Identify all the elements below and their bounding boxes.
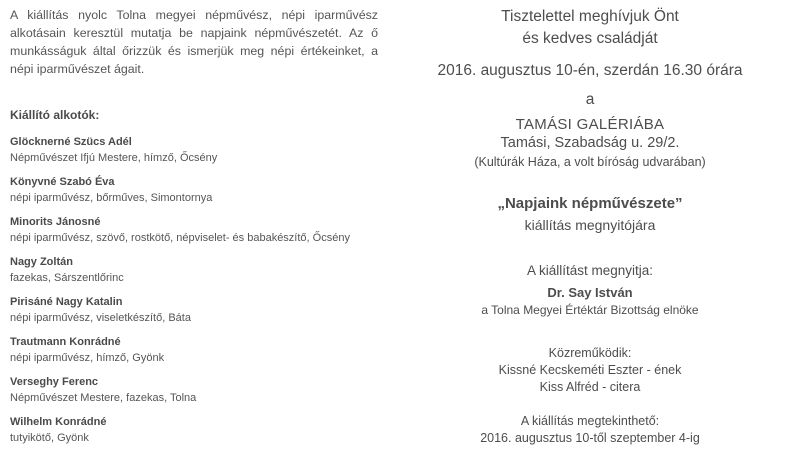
artist-description: népi iparművész, bőrműves, Simontornya <box>10 192 213 204</box>
performer-item: Kiss Alfréd - citera <box>539 380 641 394</box>
artist-description: Népművészet Ifjú Mestere, hímző, Őcsény <box>10 152 218 164</box>
exhibition-subtitle: kiállítás megnyitójára <box>524 217 656 233</box>
artist-description: népi iparművész, hímző, Gyönk <box>10 352 165 364</box>
artist-name: Könyvné Szabó Éva <box>10 176 115 188</box>
venue-address: Tamási, Szabadság u. 29/2. <box>500 135 680 151</box>
viewing-label: A kiállítás megtekinthető: <box>520 414 660 428</box>
venue-note: (Kultúrák Háza, a volt bíróság udvarában) <box>474 155 706 169</box>
artist-name: Minorits Jánosné <box>10 216 101 228</box>
artist-list <box>10 135 378 446</box>
artist-item <box>10 335 378 366</box>
artist-item <box>10 215 378 246</box>
performer-item: Kissné Kecskeméti Eszter - ének <box>498 363 682 377</box>
performers-label: Közreműködik: <box>548 346 632 360</box>
artist-description: népi iparművész, szövő, rostkötő, népviselet- és babakészítő, Őcsény <box>10 232 350 244</box>
opener-label: A kiállítást megnyitja: <box>526 263 654 278</box>
artist-name: Glöcknerné Szücs Adél <box>10 136 132 148</box>
intro-paragraph: A kiállítás nyolc Tolna megyei népművész, népi iparművész alkotásain keresztül mutatja be napjaink népművészetét. Az ő munkásságuk által őrizzük és ismerjük meg népi értékeinket, a népi iparművészet ágait. <box>10 8 378 76</box>
artist-description: népi iparművész, viseletkészítő, Báta <box>10 312 191 324</box>
artist-name: Verseghy Ferenc <box>10 376 99 388</box>
artist-description: Népművészet Mestere, fazekas, Tolna <box>10 392 197 404</box>
event-date: 2016. augusztus 10-én, szerdán 16.30 órára <box>437 62 743 79</box>
left-column <box>10 6 378 455</box>
opener-role: a Tolna Megyei Értéktár Bizottság elnöke <box>481 303 699 317</box>
exhibition-title: „Napjaink népművészete” <box>497 195 683 212</box>
viewing-dates: 2016. augusztus 10-től szeptember 4-ig <box>480 431 700 445</box>
artist-item <box>10 255 378 286</box>
invite-line-2: és kedves családját <box>522 30 658 47</box>
artist-name: Trautmann Konrádné <box>10 336 121 348</box>
opener-name: Dr. Say István <box>547 285 633 300</box>
artist-item <box>10 295 378 326</box>
artist-name: Pirisáné Nagy Katalin <box>10 296 123 308</box>
right-column <box>420 6 760 447</box>
invite-line-1: Tisztelettel meghívjuk Önt <box>501 8 679 25</box>
artist-item <box>10 175 378 206</box>
artist-item <box>10 375 378 406</box>
exhibitors-heading: Kiállító alkotók: <box>10 108 100 122</box>
artist-item <box>10 415 378 446</box>
artist-description: fazekas, Sárszentlőrinc <box>10 272 124 284</box>
artist-name: Wilhelm Konrádné <box>10 416 107 428</box>
artist-item <box>10 135 378 166</box>
artist-description: tutyikötő, Gyönk <box>10 432 89 444</box>
artist-name: Nagy Zoltán <box>10 256 73 268</box>
article-a: a <box>585 91 595 108</box>
venue-name: TAMÁSI GALÉRIÁBA <box>515 116 665 133</box>
